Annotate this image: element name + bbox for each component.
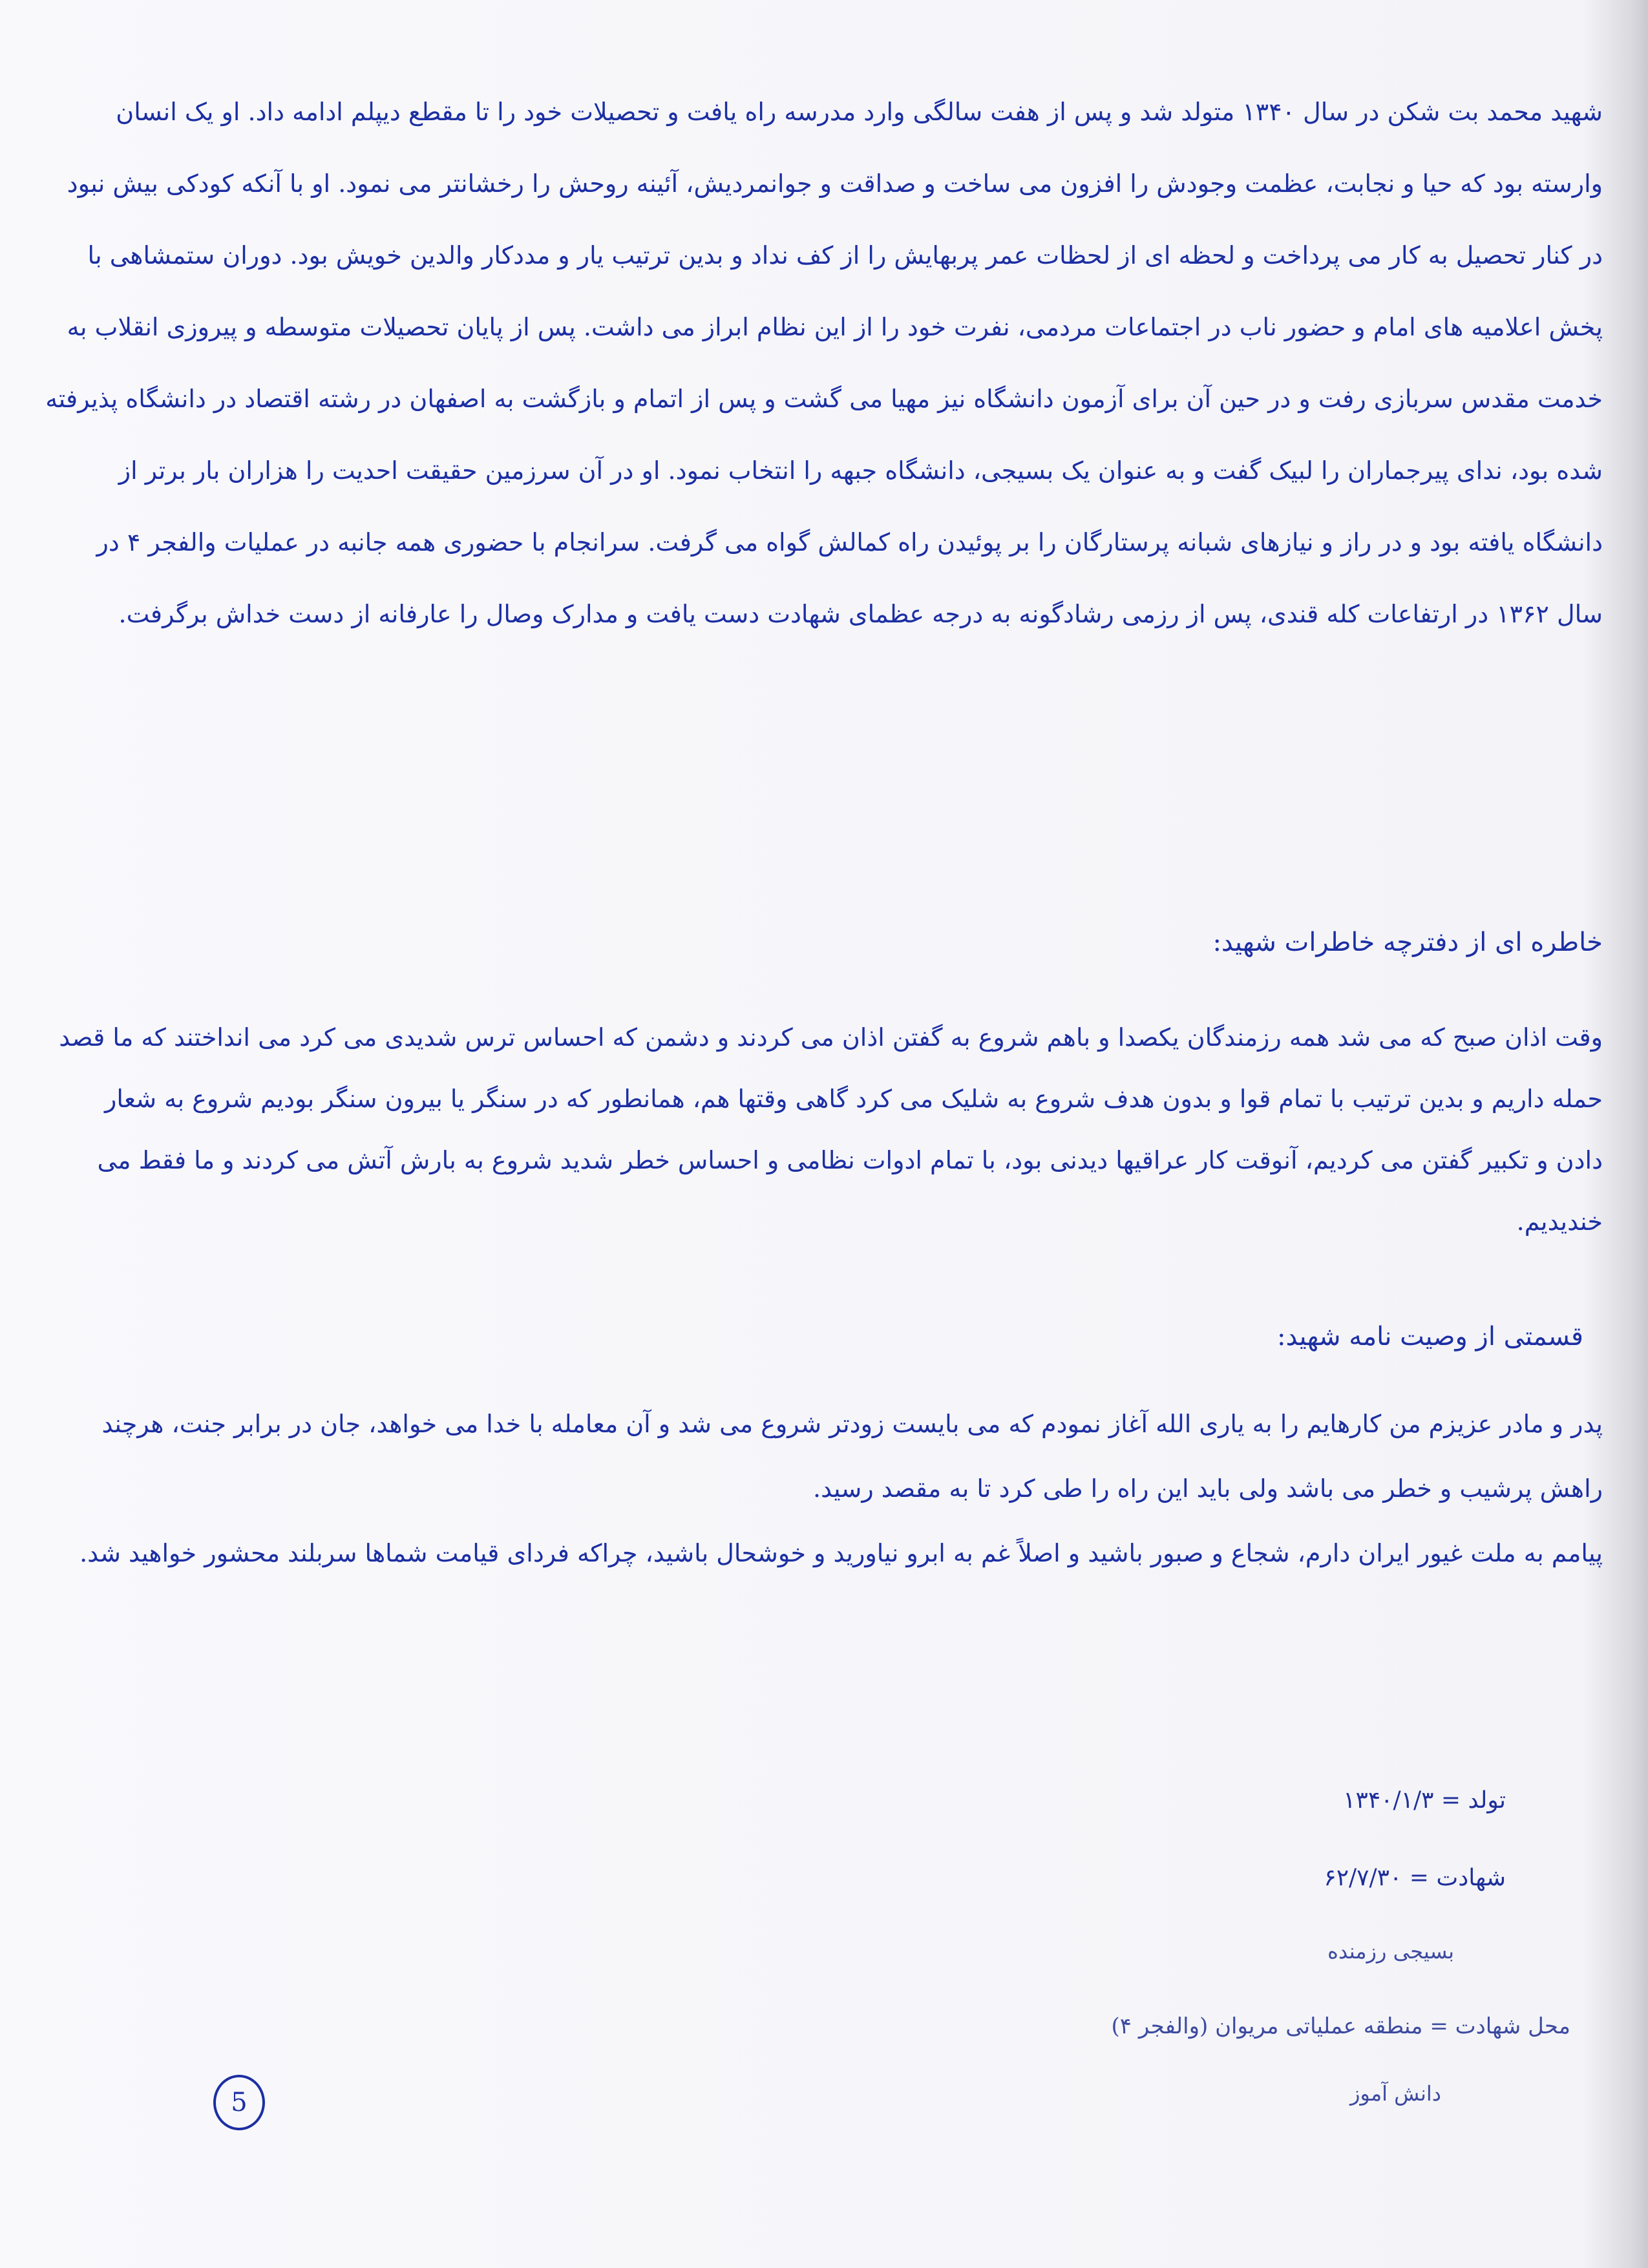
memories-heading: خاطره ای از دفترچه خاطرات شهید:: [1212, 927, 1603, 957]
page-number: 5: [213, 2075, 265, 2130]
birth-date: تولد = ۱۳۴۰/۱/۳: [1343, 1787, 1506, 1814]
memories-paragraph: وقت اذان صبح که می شد همه رزمندگان یکصدا و باهم شروع به گفتن اذان می کردند و دشمن که احساس ترس شدیدی می کرد می انداختند که ما قصد حمله داریم و بدین ترتیب با تمام قوا و بدون هدف شروع به شلیک می کرد گاهی وقتها هم، همانطور که در سنگر یا بیرون سنگر بودیم شروع به شعار دادن و تکبیر گفتن می کردیم، آنوقت کار عراقیها دیدنی بود، با تمام ادوات نظامی و احساس خطر شدید شروع به بارش آتش می کردند و ما فقط می خندیدیم.: [59, 1023, 1603, 1236]
biography-paragraph: شهید محمد بت شکن در سال ۱۳۴۰ متولد شد و پس از هفت سالگی وارد مدرسه راه یافت و تحصیلات خود را تا مقطع دیپلم ادامه داد. او یک انسان وارسته بود که حیا و نجابت، عظمت وجودش را افزون می ساخت و صداقت و جوانمردیش، آئینه روحش را رخشانتر می نمود. او با آنکه کودکی بیش نبود در کنار تحصیل به کار می پرداخت و لحظه ای از لحظات عمر پربهایش را از کف نداد و بدین ترتیب یار و مددکار والدین خویش بود. دوران ستمشاهی با پخش اعلامیه های امام و حضور ناب در اجتماعات مردمی، نفرت خود را از این نظام ابراز می داشت. پس از پایان تحصیلات متوسطه و پیروزی انقلاب به خدمت مقدس سربازی رفت و در حین آن برای آزمون دانشگاه نیز مهیا می گشت و پس از اتمام و بازگشت به اصفهان در رشته اقتصاد در دانشگاه پذیرفته شده بود، ندای پیرجماران را لبیک گفت و به عنوان یک بسیجی، دانشگاه جبهه را انتخاب نمود. او در آن سرزمین حقیقت احدیت را هزاران بار برتر از دانشگاه یافته بود و در راز و نیازهای شبانه پرستارگان را بر پوئیدن راه کمالش گواه می گرفت. سرانجام با حضوری همه جانبه در عملیات والفجر ۴ در سال ۱۳۶۲ در ارتفاعات کله قندی، پس از رزمی رشادگونه به درجه عظمای شهادت دست یافت و مدارک وصال را عارفانه از دست خداش برگرفت.: [45, 98, 1603, 628]
martyrdom-date: شهادت = ۶۲/۷/۳۰: [1324, 1865, 1506, 1891]
occupation-note: دانش آموز: [1349, 2081, 1441, 2106]
will-paragraph: پدر و مادر عزیزم من کارهایم را به یاری الله آغاز نمودم که می بایست زودتر شروع می شد و آن معامله با خدا می خواهد، جان در برابر جنت، هرچند راهش پرشیب و خطر می باشد ولی باید این راه را طی کرد تا به مقصد رسید. پیامم به ملت غیور ایران دارم، شجاع و صبور باشید و اصلاً غم به ابرو نیاورید و خوشحال باشید، چراکه فردای قیامت شماها سربلند محشور خواهید شد.: [79, 1410, 1603, 1567]
martyrdom-place: محل شهادت = منطقه عملیاتی مریوان (والفجر ۴): [1111, 2013, 1570, 2039]
memories-heading-wrap: [52, 927, 1603, 957]
status-note: بسیجی رزمنده: [1327, 1939, 1454, 1964]
will-heading-wrap: [65, 1322, 1583, 1351]
will-heading: قسمتی از وصیت نامه شهید:: [1277, 1322, 1583, 1351]
